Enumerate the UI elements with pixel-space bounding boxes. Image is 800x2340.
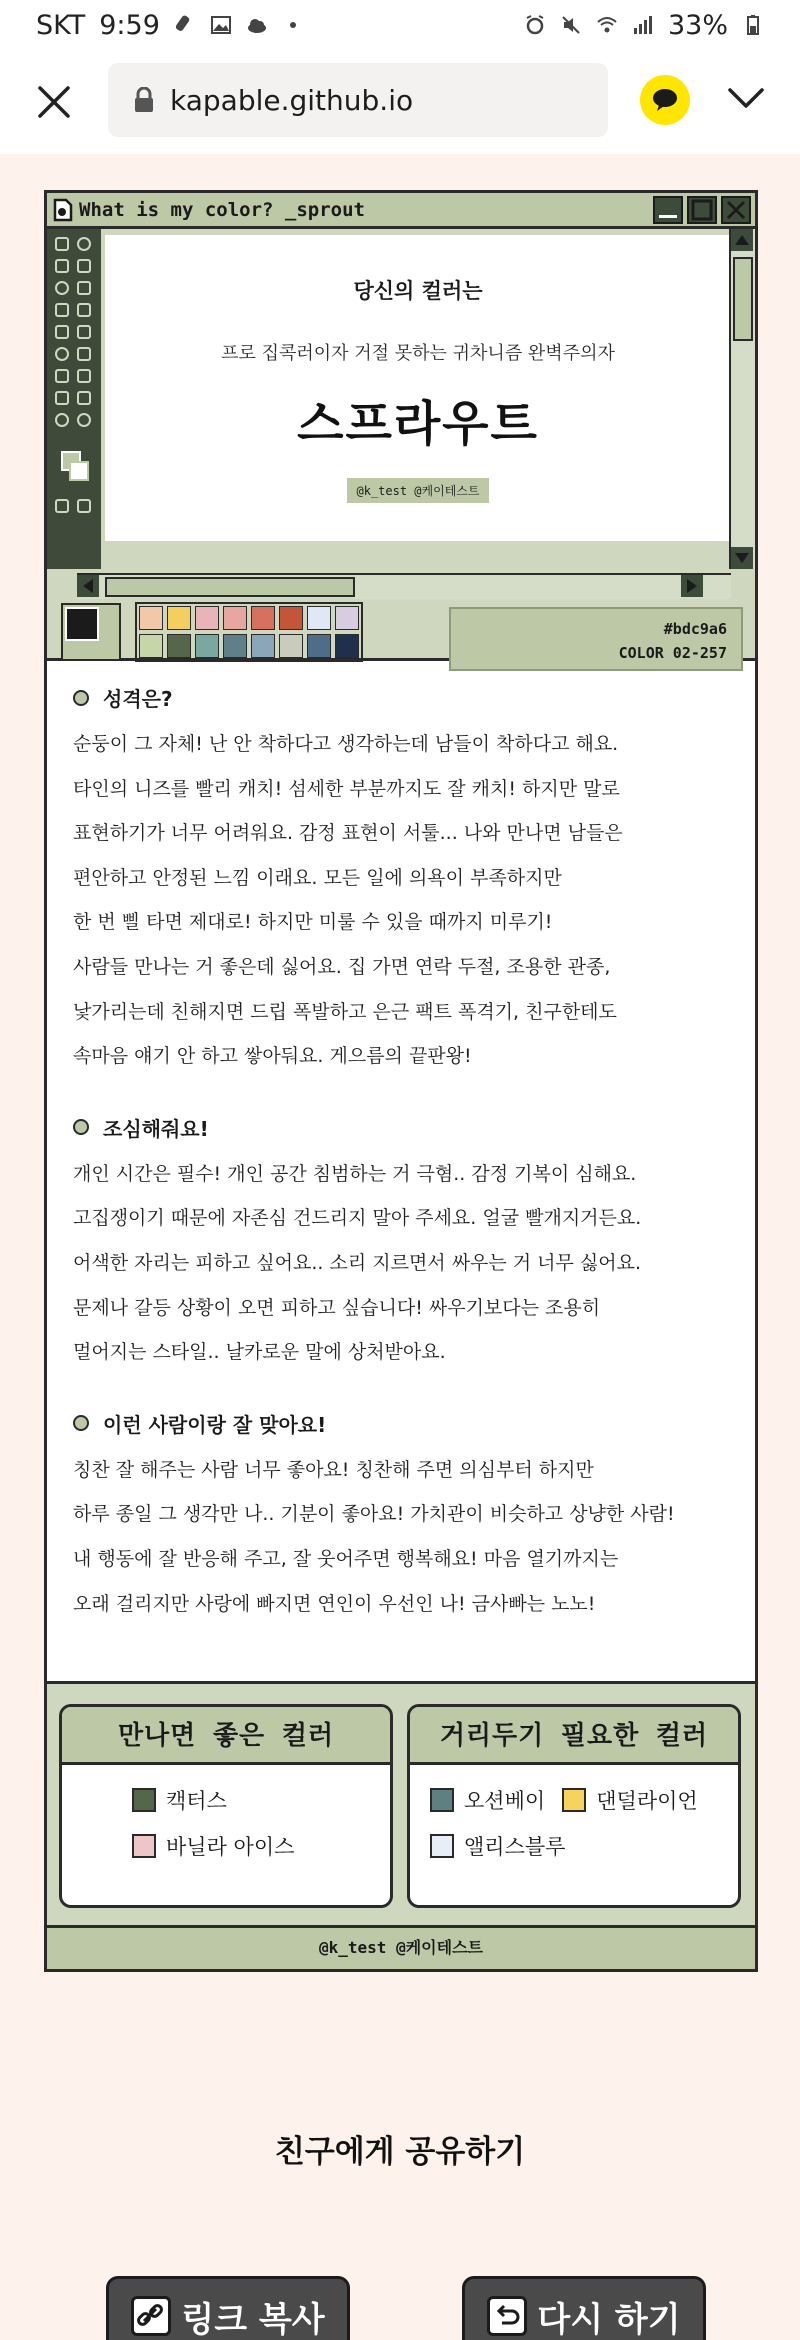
close-icon <box>723 198 749 222</box>
window-titlebar <box>47 193 755 229</box>
description <box>47 661 755 1626</box>
pencil-tool-icon[interactable] <box>77 281 91 295</box>
scroll-left-arrow[interactable] <box>77 575 99 597</box>
footer-credit-tag: @k_test @케이테스트 <box>47 1925 755 1969</box>
palette-swatch[interactable] <box>139 606 163 630</box>
copy-link-label: 링크 복사 <box>181 2299 325 2340</box>
blur-tool-icon[interactable] <box>55 347 69 361</box>
retry-button[interactable] <box>462 2276 706 2340</box>
link-icon <box>131 2296 171 2336</box>
kakaotalk-share-button[interactable] <box>640 75 690 125</box>
text-line: 낯가리는데 친해지면 드립 폭발하고 은근 팩트 폭격기, 친구한테도 <box>73 1000 617 1023</box>
retry-label: 다시 하기 <box>537 2299 681 2340</box>
canvas <box>105 235 731 541</box>
dodge-tool-icon[interactable] <box>77 347 91 361</box>
url-text: kapable.github.io <box>170 83 414 117</box>
text-line: 개인 시간은 필수! 개인 공간 침범하는 거 극혐.. 감정 기복이 심해요. <box>73 1162 637 1185</box>
color-square <box>430 1788 454 1812</box>
current-color-swatch <box>61 603 121 661</box>
distance-colors-card <box>407 1704 741 1908</box>
color-chip: 댄덜라이언 <box>562 1785 697 1815</box>
color-info-box <box>449 607 743 671</box>
section-title: 성격은? <box>103 687 173 711</box>
bullet-dot-icon <box>73 1119 89 1135</box>
lasso-tool-icon[interactable] <box>77 237 91 251</box>
canvas-credit-tag: @k_test @케이테스트 <box>347 478 490 503</box>
section-personality <box>73 683 729 1079</box>
copy-link-button[interactable] <box>106 2276 350 2340</box>
chevron-down-icon[interactable] <box>726 84 766 114</box>
text-line: 어색한 자리는 피하고 싶어요.. 소리 지르면서 싸우는 거 너무 싫어요. <box>73 1251 642 1274</box>
color-code: COLOR 02-257 <box>618 644 727 662</box>
file-icon <box>53 198 73 222</box>
color-chip: 바닐라 아이스 <box>132 1831 294 1861</box>
result-window <box>44 190 758 1972</box>
shape-tool-icon[interactable] <box>77 391 91 405</box>
color-chip: 앨리스블루 <box>430 1831 565 1861</box>
close-icon[interactable] <box>34 82 74 122</box>
maximize-icon <box>689 198 715 222</box>
triangle-down-icon <box>731 547 753 569</box>
hex-code: #bdc9a6 <box>663 620 727 638</box>
clock: 9:59 <box>99 9 160 41</box>
good-colors-card <box>59 1704 393 1908</box>
alarm-icon <box>524 14 546 36</box>
good-colors-title: 만나면 좋은 컬러 <box>62 1707 390 1765</box>
vertical-scroll-thumb[interactable] <box>733 257 753 341</box>
share-heading: 친구에게 공유하기 <box>274 2134 526 2170</box>
section-match <box>73 1409 729 1626</box>
text-line: 한 번 삘 타면 제대로! 하지만 미룰 수 있을 때까지 미루기! <box>73 911 553 934</box>
text-line: 내 행동에 잘 반응해 주고, 잘 웃어주면 행복해요! 마음 열기까지는 <box>73 1547 619 1570</box>
eyedropper-tool-icon[interactable] <box>77 259 91 273</box>
text-line: 편안하고 안정된 느낌 이래요. 모든 일에 의욕이 부족하지만 <box>73 866 562 889</box>
palette-swatch[interactable] <box>223 606 247 630</box>
color-swatches <box>135 602 363 662</box>
browser-bar <box>0 50 800 154</box>
lock-icon <box>134 87 154 113</box>
zoom-tool-icon[interactable] <box>77 413 91 427</box>
paint-area <box>47 229 755 661</box>
color-square <box>132 1834 156 1858</box>
horizontal-scroll-thumb[interactable] <box>105 577 355 597</box>
text-line: 타인의 니즈를 빨리 캐치! 섬세한 부분까지도 잘 캐치! 하지만 말로 <box>73 777 620 800</box>
text-line: 속마음 얘기 안 하고 쌓아둬요. 게으름의 끝판왕! <box>73 1045 472 1068</box>
eraser-tool-icon[interactable] <box>55 281 69 295</box>
distance-colors-title: 거리두기 필요한 컬러 <box>410 1707 738 1765</box>
scroll-down-arrow[interactable] <box>731 547 753 569</box>
palette-swatch[interactable] <box>335 634 359 658</box>
palette-swatch[interactable] <box>279 634 303 658</box>
address-bar[interactable] <box>108 63 608 137</box>
text-line: 멀어지는 스타일.. 날카로운 말에 상처받아요. <box>73 1341 446 1364</box>
triangle-left-icon <box>77 575 99 597</box>
scroll-up-arrow[interactable] <box>731 229 753 251</box>
stamp-tool-icon[interactable] <box>55 303 69 317</box>
result-subtitle: 프로 집콕러이자 거절 못하는 귀차니즘 완벽주의자 <box>221 343 615 364</box>
bullet-dot-icon <box>73 1415 89 1431</box>
cloud-icon <box>246 14 268 36</box>
maximize-button[interactable] <box>687 196 717 224</box>
section-caution <box>73 1113 729 1375</box>
bullet-dot-icon <box>73 690 89 706</box>
result-heading: 당신의 컬러는 <box>353 279 483 303</box>
palette-swatch[interactable] <box>167 634 191 658</box>
minimize-button[interactable] <box>653 196 683 224</box>
vertical-scrollbar[interactable] <box>729 229 755 569</box>
palette-swatch[interactable] <box>335 606 359 630</box>
color-chip: 오션베이 <box>430 1785 545 1815</box>
minimize-icon <box>655 198 681 222</box>
palette-swatch[interactable] <box>223 634 247 658</box>
text-line: 하루 종일 그 생각만 나.. 기분이 좋아요! 가치관이 비슷하고 상냥한 사람! <box>73 1503 675 1526</box>
color-square <box>132 1788 156 1812</box>
gradient-tool-icon[interactable] <box>77 325 91 339</box>
section-title: 이런 사람이랑 잘 맞아요! <box>103 1412 327 1437</box>
select-tool-icon[interactable] <box>55 237 69 251</box>
color-chip: 캑터스 <box>132 1785 227 1815</box>
text-tool-icon[interactable] <box>77 369 91 383</box>
text-line: 고집쟁이기 때문에 자존심 건드리지 말아 주세요. 얼굴 빨개지거든요. <box>73 1207 642 1230</box>
palette-swatch[interactable] <box>167 606 191 630</box>
text-line: 오래 걸리지만 사랑에 빠지면 연인이 우선인 나! 금사빠는 노노! <box>73 1592 596 1615</box>
palette-area <box>47 603 755 661</box>
text-line: 사람들 만나는 거 좋은데 싫어요. 집 가면 연락 두절, 조용한 관종, <box>73 955 611 978</box>
fill-tool-icon[interactable] <box>55 325 69 339</box>
brush-tool-icon[interactable] <box>77 303 91 317</box>
image-icon <box>210 14 232 36</box>
bg-color-chip[interactable] <box>69 461 89 481</box>
link-icon <box>174 14 196 36</box>
chat-bubble-icon <box>651 87 679 113</box>
palette-swatch[interactable] <box>195 634 219 658</box>
battery-level: 33% <box>667 9 728 41</box>
mask-tool-icon[interactable] <box>55 499 69 513</box>
status-bar <box>0 0 800 50</box>
section-title: 조심해줘요! <box>103 1116 209 1141</box>
return-icon <box>487 2296 527 2336</box>
hand-tool-icon[interactable] <box>55 413 69 427</box>
signal-icon <box>632 14 654 36</box>
wifi-icon <box>596 14 618 36</box>
horizontal-scrollbar[interactable] <box>77 573 731 599</box>
mute-icon <box>560 14 582 36</box>
carrier: SKT <box>36 9 86 41</box>
text-line: 문제나 갈등 상황이 오면 피하고 싶습니다! 싸우기보다는 조용히 <box>73 1296 601 1319</box>
palette-swatch[interactable] <box>139 634 163 658</box>
scroll-right-arrow[interactable] <box>681 575 703 597</box>
palette-swatch[interactable] <box>279 606 303 630</box>
crop-tool-icon[interactable] <box>55 259 69 273</box>
result-color-name: 스프라우트 <box>297 396 539 452</box>
triangle-up-icon <box>731 229 753 251</box>
palette-swatch[interactable] <box>251 606 275 630</box>
triangle-right-icon <box>681 575 703 597</box>
text-line: 순둥이 그 자체! 난 안 착하다고 생각하는데 남들이 착하다고 해요. <box>73 733 619 755</box>
palette-swatch[interactable] <box>307 634 331 658</box>
compatibility-footer <box>47 1681 755 1969</box>
palette-swatch[interactable] <box>195 606 219 630</box>
color-square <box>562 1788 586 1812</box>
text-line: 칭찬 잘 해주는 사람 너무 좋아요! 칭찬해 주면 의심부터 하지만 <box>73 1458 594 1481</box>
text-line: 표현하기가 너무 어려워요. 감정 표현이 서툴... 나와 만나면 남들은 <box>73 822 623 845</box>
battery-icon <box>742 14 764 36</box>
close-window-button[interactable] <box>721 196 751 224</box>
palette-swatch[interactable] <box>251 634 275 658</box>
pen-tool-icon[interactable] <box>55 369 69 383</box>
palette-swatch[interactable] <box>307 606 331 630</box>
color-square <box>430 1834 454 1858</box>
toolbox <box>47 229 101 569</box>
window-title: What is my color? _sprout <box>79 198 365 221</box>
dot-icon <box>282 14 304 36</box>
path-tool-icon[interactable] <box>55 391 69 405</box>
screen-mode-icon[interactable] <box>77 499 91 513</box>
